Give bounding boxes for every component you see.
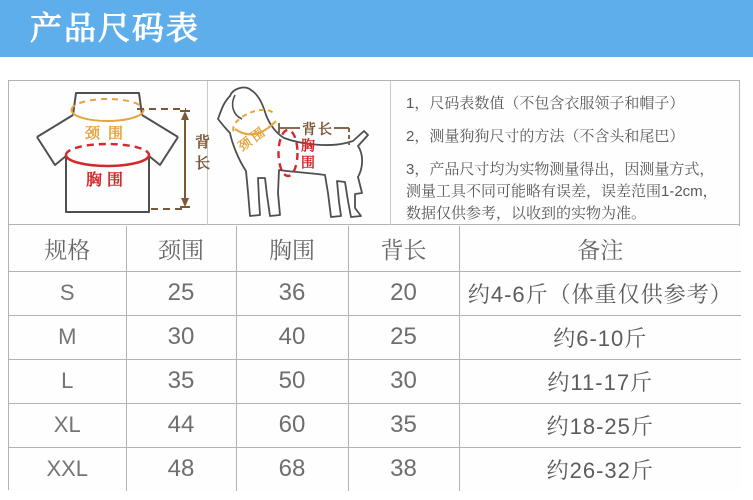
size-table-row [9,403,741,447]
dog-chest-girth-label: 胸围 [300,138,316,172]
page-title-bar [0,0,753,57]
remark-cell: 约18-25斤 [459,403,741,447]
col-header-spec: 规格 [9,226,126,271]
measurement-notes [391,81,739,225]
remark-cell: 约26-32斤 [459,447,741,491]
chest-value-cell: 60 [236,403,348,447]
size-chart-frame [8,80,740,490]
col-header-back: 背长 [348,226,459,271]
remark-cell: 约6-10斤 [459,315,741,359]
col-header-neck: 颈围 [126,226,236,271]
shirt-measurement-diagram [9,81,208,225]
shirt-outline-drawing [9,81,208,225]
size-table-row [9,315,741,359]
size-table-row [9,359,741,403]
back-value-cell: 35 [348,403,459,447]
chest-value-cell: 50 [236,359,348,403]
neck-value-cell: 30 [126,315,236,359]
dog-measurement-diagram [208,81,391,225]
neck-value-cell: 48 [126,447,236,491]
back-value-cell: 20 [348,271,459,315]
size-cell: S [9,271,126,315]
size-table [9,226,741,491]
page-title: 产品尺码表 [30,10,201,46]
chest-value-cell: 40 [236,315,348,359]
neck-value-cell: 44 [126,403,236,447]
col-header-chest: 胸围 [236,226,348,271]
size-cell: XL [9,403,126,447]
back-value-cell: 38 [348,447,459,491]
size-table-row [9,447,741,491]
size-cell: L [9,359,126,403]
back-value-cell: 25 [348,315,459,359]
size-table-row [9,271,741,315]
remark-cell: 约4-6斤（体重仅供参考） [459,271,741,315]
shirt-back-length-label: 背长 [193,134,210,176]
back-value-cell: 30 [348,359,459,403]
size-cell: XXL [9,447,126,491]
shirt-chest-girth-label: 胸围 [85,172,128,189]
size-table-body [9,271,741,491]
chest-value-cell: 68 [236,447,348,491]
shirt-neck-girth-label: 颈围 [84,125,131,142]
dog-back-length-label: 背长 [302,121,334,137]
diagram-row [9,81,739,225]
chest-value-cell: 36 [236,271,348,315]
note-line-2: 2，测量狗狗尺寸的方法（不含头和尾巴） [406,128,685,145]
note-line-1: 1，尺码表数值（不包含衣服领子和帽子） [406,95,685,112]
dog-neck-girth-label: 颈围 [235,122,270,154]
neck-value-cell: 25 [126,271,236,315]
size-table-header-row [9,226,741,271]
size-cell: M [9,315,126,359]
col-header-remark: 备注 [459,226,741,271]
note-line-3: 3，产品尺寸均为实物测量得出，因测量方式，测量工具不同可能略有误差，误差范围1-2cm，数据仅供参考，以收到的实物为准。 [406,161,718,222]
neck-value-cell: 35 [126,359,236,403]
remark-cell: 约11-17斤 [459,359,741,403]
